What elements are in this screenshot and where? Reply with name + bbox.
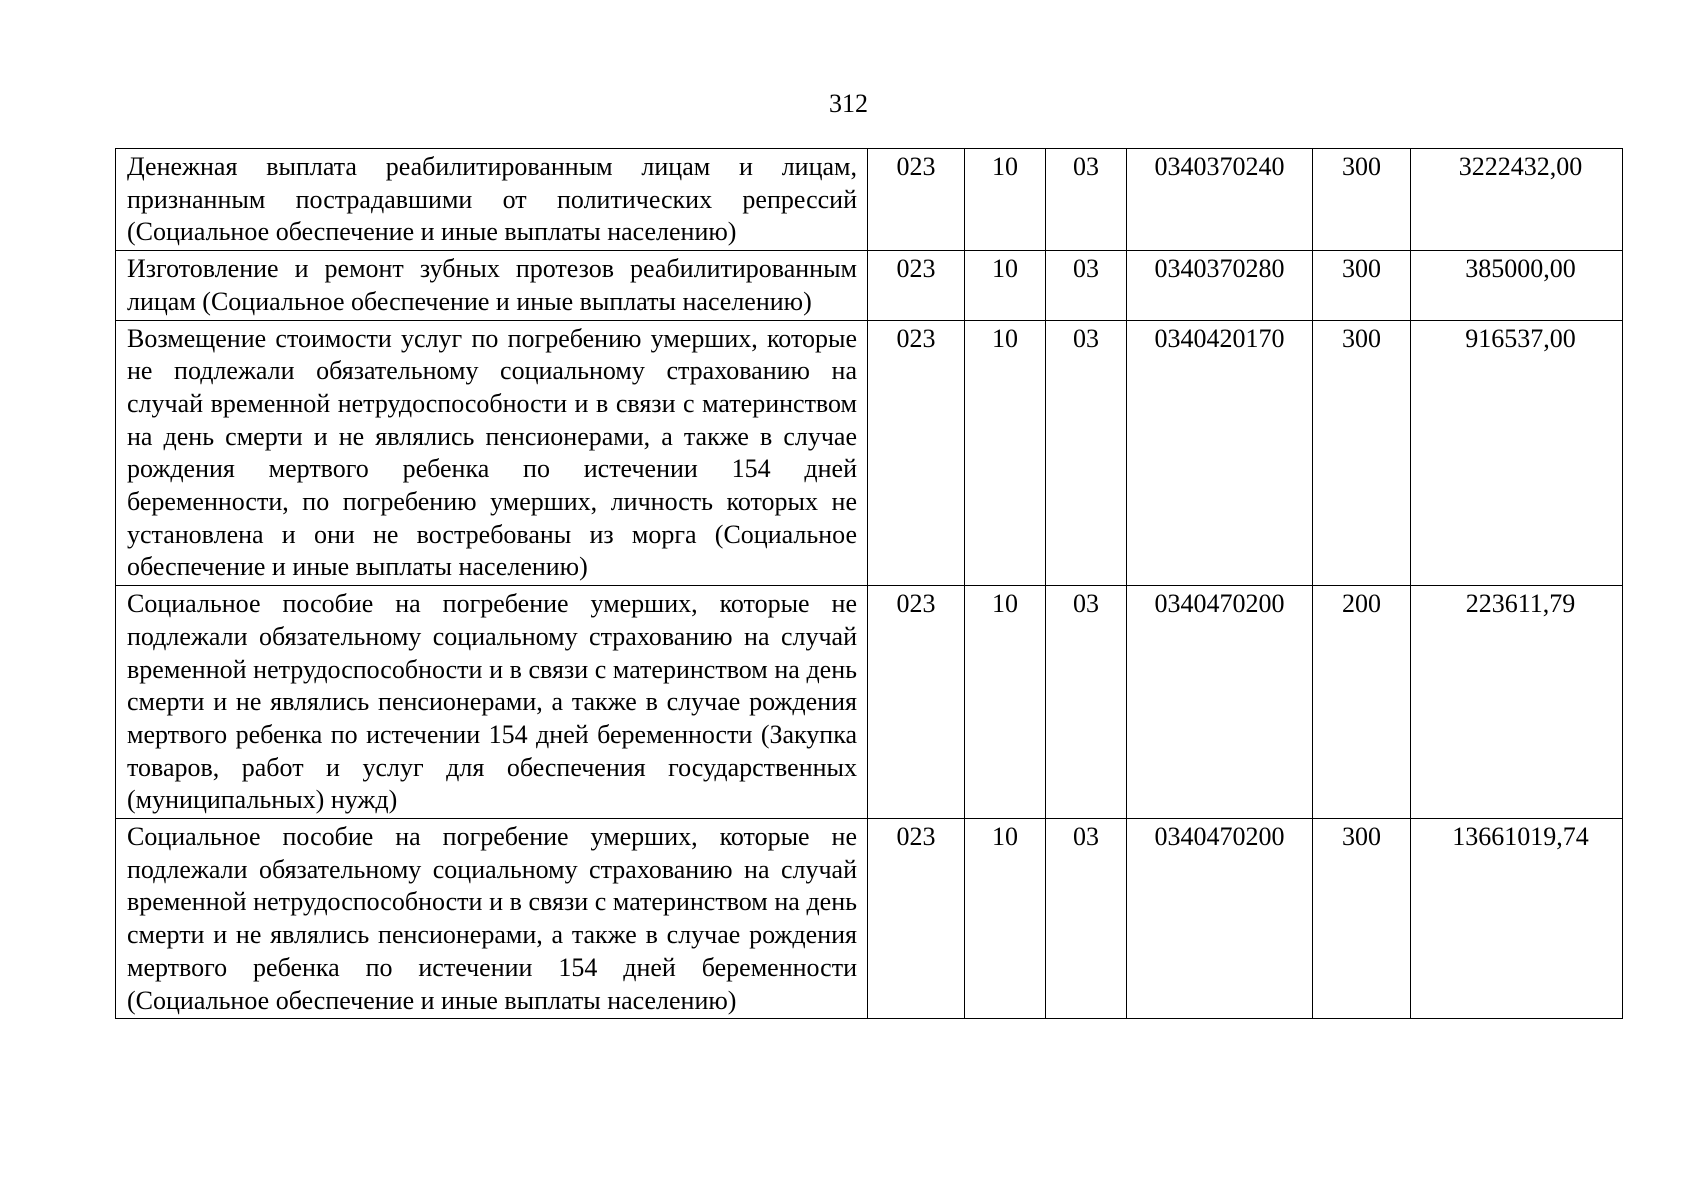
amount-cell: 223611,79 [1411,586,1623,819]
ministry-code-cell: 023 [868,586,965,819]
row-name-cell: Возмещение стоимости услуг по погребению умерших, которые не подлежали обязательному социальному страхованию на случай временной нетрудоспособности и в связи с материнством на день смерти и не являлись пенсионерами, а также в случае рождения мертвого ребенка по истечении 154 дней беременности, по погребению умерших, личность которых не установлена и они не востребованы из морга (Социальное обеспечение и иные выплаты населению) [116,320,868,586]
target-article-cell: 0340470200 [1127,586,1313,819]
expense-type-cell: 300 [1313,149,1411,251]
amount-cell: 13661019,74 [1411,819,1623,1019]
amount-cell: 916537,00 [1411,320,1623,586]
table-row [116,320,1623,586]
section-code-cell: 10 [965,586,1046,819]
table-row [116,586,1623,819]
section-code-cell: 10 [965,149,1046,251]
row-name-cell: Социальное пособие на погребение умерших, которые не подлежали обязательному социальному страхованию на случай временной нетрудоспособности и в связи с материнством на день смерти и не являлись пенсионерами, а также в случае рождения мертвого ребенка по истечении 154 дней беременности (Социальное обеспечение и иные выплаты населению) [116,819,868,1019]
expense-type-cell: 300 [1313,251,1411,320]
table-row [116,251,1623,320]
section-code-cell: 10 [965,251,1046,320]
subsection-code-cell: 03 [1046,320,1127,586]
amount-cell: 3222432,00 [1411,149,1623,251]
row-name-cell: Денежная выплата реабилитированным лицам и лицам, признанным пострадавшими от политических репрессий (Социальное обеспечение и иные выплаты населению) [116,149,868,251]
ministry-code-cell: 023 [868,320,965,586]
section-code-cell: 10 [965,320,1046,586]
page-number: 312 [829,89,868,118]
expense-type-cell: 200 [1313,586,1411,819]
amount-cell: 385000,00 [1411,251,1623,320]
ministry-code-cell: 023 [868,149,965,251]
subsection-code-cell: 03 [1046,819,1127,1019]
target-article-cell: 0340370240 [1127,149,1313,251]
section-code-cell: 10 [965,819,1046,1019]
target-article-cell: 0340470200 [1127,819,1313,1019]
subsection-code-cell: 03 [1046,586,1127,819]
target-article-cell: 0340420170 [1127,320,1313,586]
table-row [116,819,1623,1019]
budget-table [115,148,1623,1019]
subsection-code-cell: 03 [1046,251,1127,320]
subsection-code-cell: 03 [1046,149,1127,251]
expense-type-cell: 300 [1313,320,1411,586]
ministry-code-cell: 023 [868,251,965,320]
row-name-cell: Социальное пособие на погребение умерших, которые не подлежали обязательному социальному страхованию на случай временной нетрудоспособности и в связи с материнством на день смерти и не являлись пенсионерами, а также в случае рождения мертвого ребенка по истечении 154 дней беременности (Закупка товаров, работ и услуг для обеспечения государственных (муниципальных) нужд) [116,586,868,819]
table-row [116,149,1623,251]
row-name-cell: Изготовление и ремонт зубных протезов реабилитированным лицам (Социальное обеспечение и иные выплаты населению) [116,251,868,320]
target-article-cell: 0340370280 [1127,251,1313,320]
ministry-code-cell: 023 [868,819,965,1019]
expense-type-cell: 300 [1313,819,1411,1019]
